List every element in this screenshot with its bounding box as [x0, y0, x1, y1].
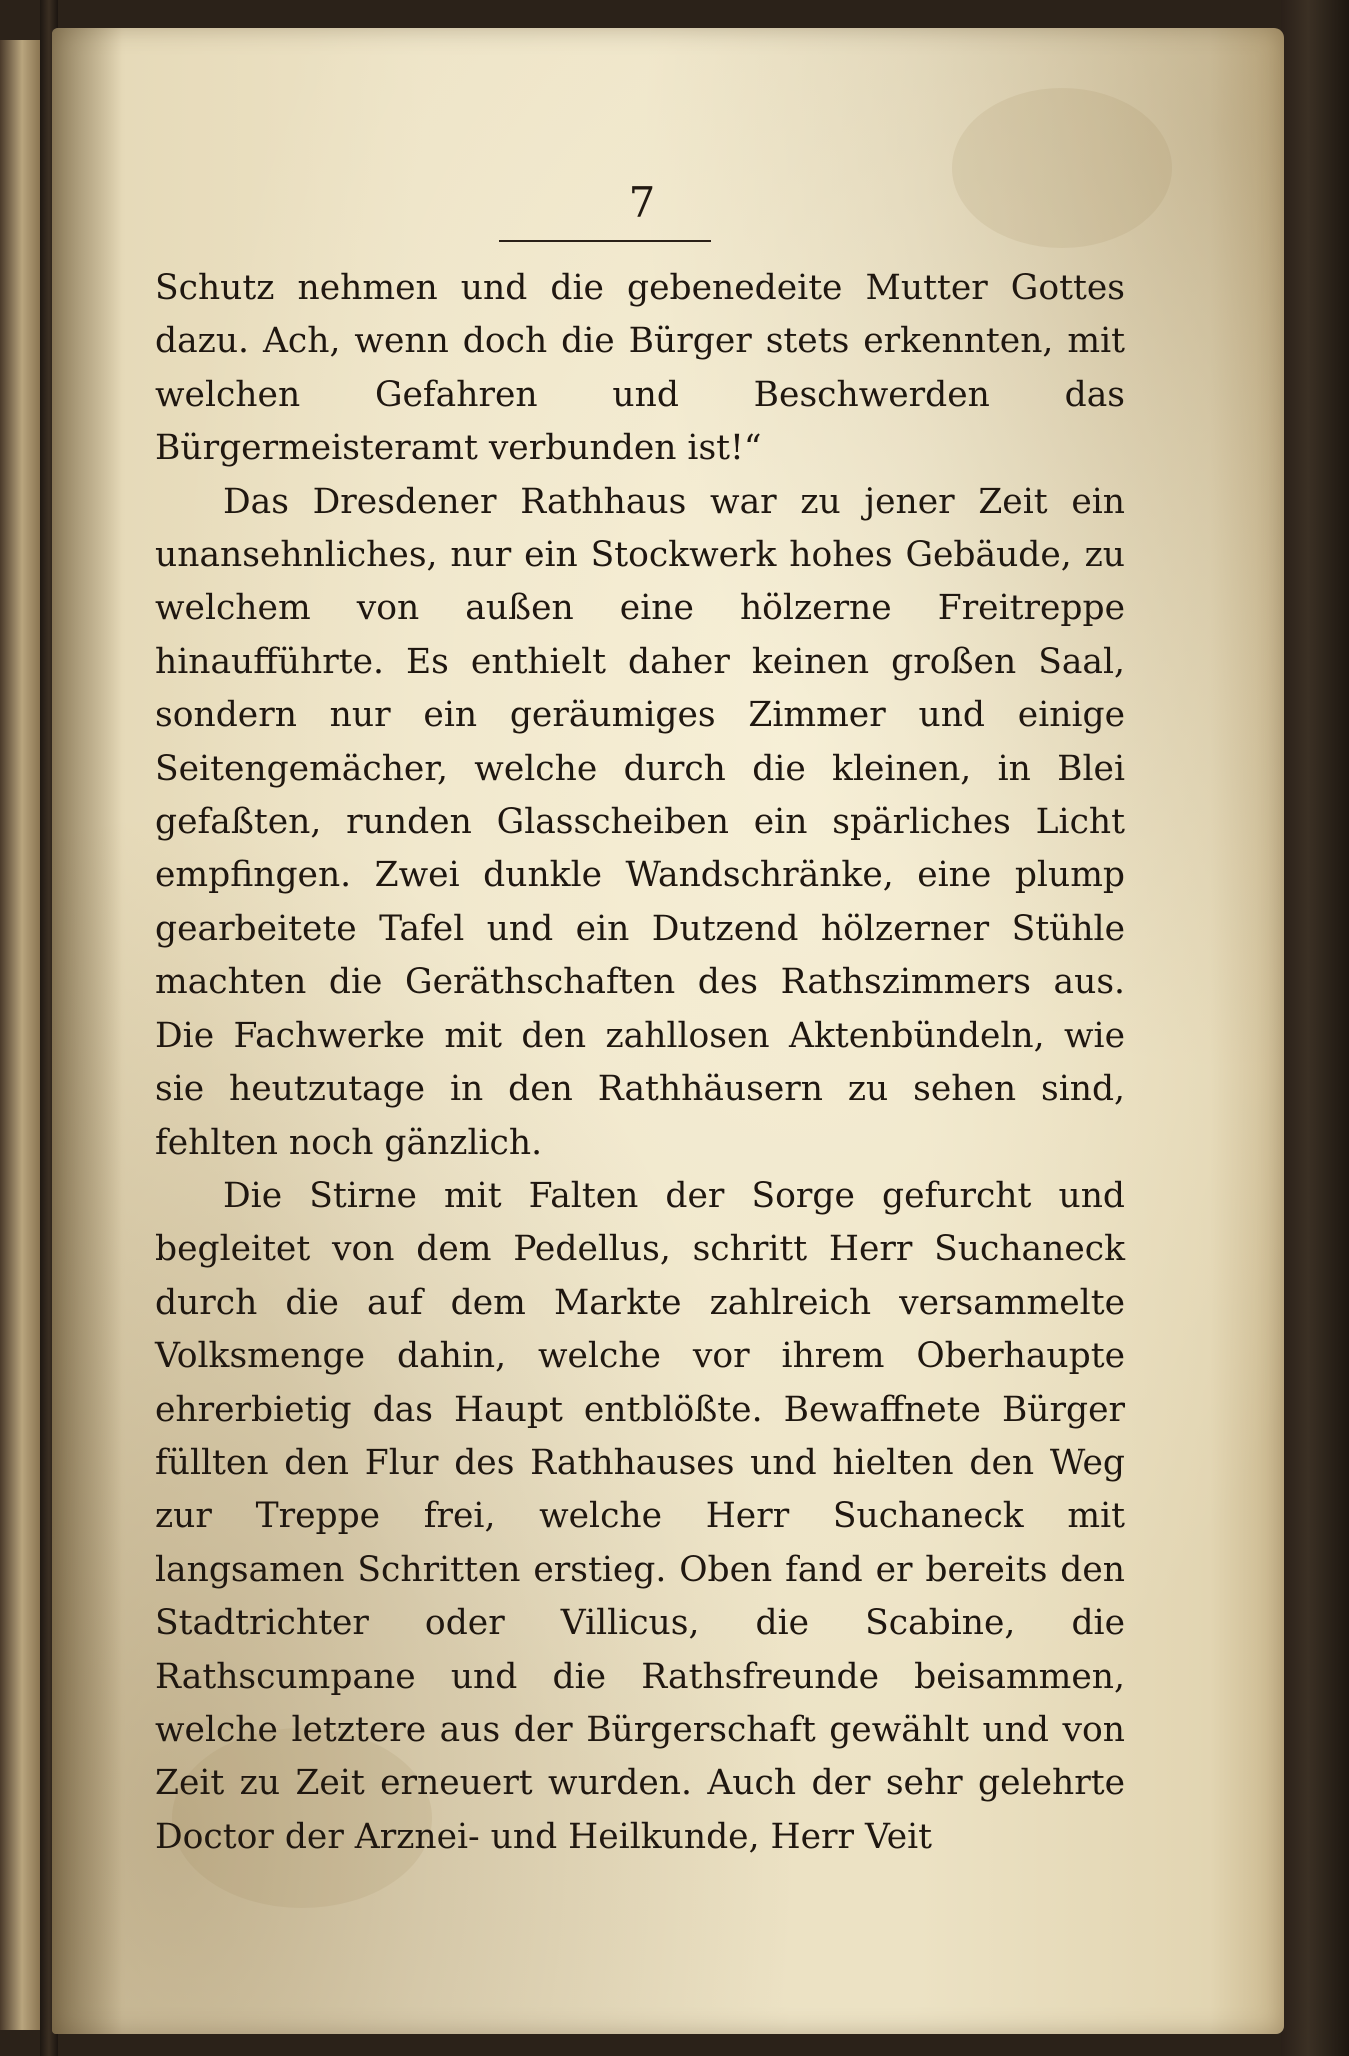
- paragraph-1: Schutz nehmen und die gebenedeite Mutter Gottes dazu. Ach, wenn doch die Bürger stets erkennten, mit welchen Gefahren und Beschwerden das Bürgermeisteramt verbunden ist!“: [155, 268, 1125, 469]
- book-cover-edge: [1281, 0, 1349, 2056]
- previous-page-edge: [0, 40, 40, 2030]
- page-number: 7: [628, 178, 656, 227]
- header-rule: [499, 240, 711, 242]
- body-text: [155, 262, 1125, 1864]
- gutter-shadow: [52, 28, 122, 2034]
- paragraph-3: Die Stirne mit Falten der Sorge gefurcht und begleitet von dem Pedellus, schritt Herr Suchaneck durch die auf dem Markte zahlreich versammelte Volksmenge dahin, welche vor ihrem Oberhaupte ehrerbietig das Haupt entblößte. Bewaffnete Bürger füllten den Flur des Rathhauses und hielten den Weg zur Treppe frei, welche Herr Suchaneck mit langsamen Schritten erstieg. Oben fand er bereits den Stadtrichter oder Villicus, die Scabine, die Rathscumpane und die Rathsfreunde beisammen, welche letztere aus der Bürgerschaft gewählt und von Zeit zu Zeit erneuert wurden. Auch der sehr gelehrte Doctor der Arznei- und Heilkunde, Herr Veit: [155, 1175, 1125, 1857]
- paper-page: [52, 28, 1284, 2034]
- paragraph-2: Das Dresdener Rathhaus war zu jener Zeit ein unansehnliches, nur ein Stockwerk hohes Gebäude, zu welchem von außen eine hölzerne Freitreppe hinaufführte. Es enthielt daher keinen großen Saal, sondern nur ein geräumiges Zimmer und einige Seitengemächer, welche durch die kleinen, in Blei gefaßten, runden Glasscheiben ein spärliches Licht empfingen. Zwei dunkle Wandschränke, eine plump gearbeitete Tafel und ein Dutzend hölzerner Stühle machten die Geräthschaften des Rathszimmers aus. Die Fachwerke mit den zahllosen Aktenbündeln, wie sie heutzutage in den Rathhäusern zu sehen sind, fehlten noch gänzlich.: [155, 481, 1125, 1163]
